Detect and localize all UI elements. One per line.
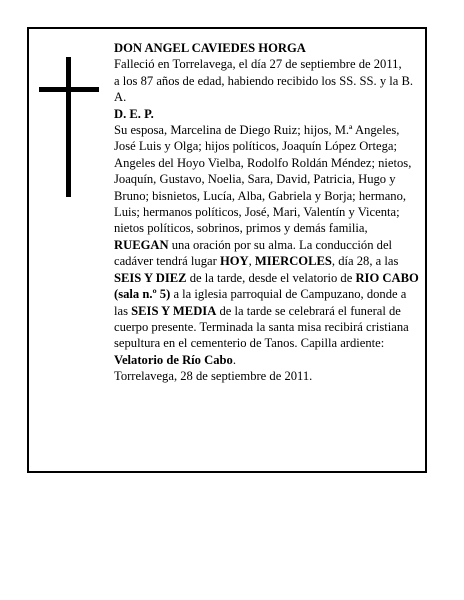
obituary-notice xyxy=(27,27,427,473)
cross-vertical-bar xyxy=(66,57,71,197)
seis-y-diez-text: SEIS Y DIEZ xyxy=(114,270,187,285)
family-paragraph: Su esposa, Marcelina de Diego Ruiz; hijos, M.ª Angeles, José Luis y Olga; hijos políticos, Joaquín López Ortega; Angeles del Hoyo Vielba, Rodolfo Roldán Méndez; nietos, Joaquín, Gustavo, Noelia, Sara, David, Patricia, Hugo y Bruno; bisnietos, Lucía, Alba, Gabriela y Borja; hermano, Luis; hermanos políticos, José, Mari, Valentín y Vicenta; nietos políticos, sobrinos, primos y demás familia, xyxy=(114,123,412,236)
rio-cabo-text: RIO CABO (sala n.º 5) xyxy=(114,270,419,302)
death-line: Falleció en Torrelavega, el día 27 de septiembre de 2011, xyxy=(114,57,402,72)
ceremony-paragraph: RUEGAN una oración por su alma. La conducción del cadáver tendrá lugar HOY, MIERCOLES, día 28, a las SEIS Y DIEZ de la tarde, desde el velatorio de RIO CABO (sala n.º 5) a la iglesia parroquial de Campuzano, donde a las SEIS Y MEDIA de la tarde se celebrará el funeral de cuerpo presente. Terminada la santa misa recibirá cristiana sepultura en el cementerio de Tanos. Capilla ardiente: Velatorio de Río Cabo. xyxy=(114,237,419,367)
closing-line: Torrelavega, 28 de septiembre de 2011. xyxy=(114,369,313,384)
cross-horizontal-bar xyxy=(39,87,99,92)
ruegan-text: RUEGAN xyxy=(114,237,169,252)
seis-y-media-text: SEIS Y MEDIA xyxy=(131,303,217,318)
velatorio-text: Velatorio de Río Cabo xyxy=(114,352,233,367)
cross-icon xyxy=(39,57,99,197)
deceased-name: DON ANGEL CAVIEDES HORGA xyxy=(114,41,306,55)
notice-text xyxy=(114,40,422,385)
age-line: a los 87 años de edad, habiendo recibido los SS. SS. y la B. A. xyxy=(114,73,414,105)
miercoles-text: MIERCOLES xyxy=(254,254,332,269)
hoy-text: HOY xyxy=(219,254,249,269)
dep-line: D. E. P. xyxy=(114,106,154,121)
